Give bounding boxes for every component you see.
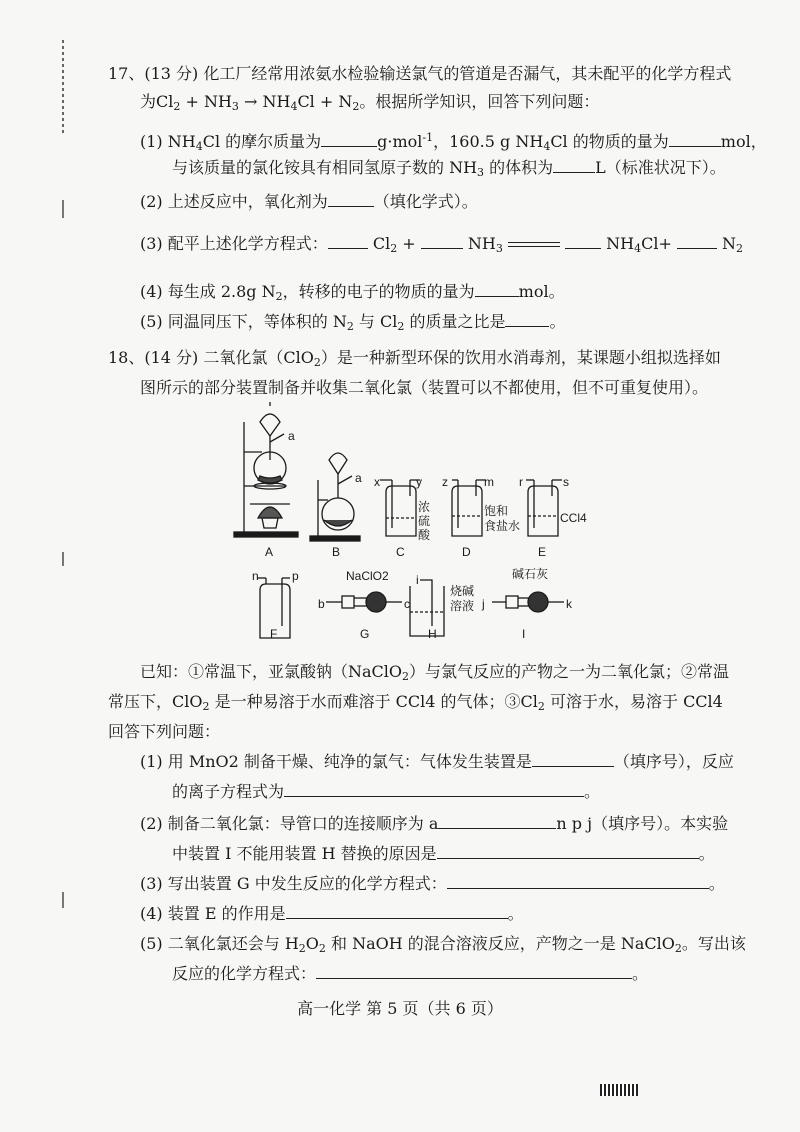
binding-edge-mark (62, 892, 64, 908)
answer-blank[interactable] (447, 874, 709, 889)
answer-blank[interactable] (316, 964, 632, 979)
apparatus-label: A (265, 545, 274, 559)
q18-part2-cont: 中装置 I 不能用装置 H 替换的原因是 。 (172, 844, 715, 863)
barcode-icon (600, 1084, 638, 1096)
answer-blank[interactable] (438, 814, 556, 829)
apparatus-figure (230, 400, 590, 650)
answer-blank[interactable] (286, 904, 508, 919)
port-label: a (355, 471, 362, 485)
apparatus-a (234, 402, 298, 537)
answer-blank[interactable] (421, 234, 463, 249)
answer-blank[interactable] (328, 192, 374, 207)
binding-edge-mark (62, 552, 64, 566)
q18-part1-cont: 的离子方程式为 。 (172, 782, 601, 801)
apparatus-label: G (360, 627, 370, 641)
reagent-label: 烧碱 溶液 (450, 584, 475, 613)
apparatus-i (492, 592, 564, 612)
q18-heading-cont: 图所示的部分装置制备并收集二氧化氯（装置可以不都使用，但不可重复使用）。 (140, 378, 709, 397)
port-label: n (252, 569, 259, 583)
reagent-label: CCl4 (560, 511, 587, 525)
port-label: m (484, 475, 494, 489)
binding-edge-top (62, 40, 64, 136)
apparatus-label: F (270, 627, 278, 641)
q18-heading: 18、(14 分) 二氧化氯（ClO$_2$）是一种新型环保的饮用水消毒剂，某课题小组拟选择如 (108, 348, 721, 369)
port-label: i (416, 573, 419, 587)
answer-blank[interactable] (475, 282, 519, 297)
answer-blank[interactable] (437, 844, 699, 859)
answer-blank[interactable] (505, 312, 549, 327)
port-label: x (374, 475, 380, 489)
q18-part5: (5) 二氧化氯还会与 $H_2O_2$ 和 NaOH 的混合溶液反应，产物之一是 NaClO$_2$。写出该 (140, 934, 746, 955)
apparatus-e (526, 480, 562, 536)
q18-part4: (4) 装置 E 的作用是 。 (140, 904, 524, 923)
apparatus-g (326, 592, 402, 612)
q17-part2: (2) 上述反应中，氧化剂为 （填化学式）。 (140, 192, 478, 211)
reagent-label: 饱和 食盐水 (484, 504, 521, 533)
apparatus-c (380, 480, 420, 536)
q18-part3: (3) 写出装置 G 中发生反应的化学方程式： 。 (140, 874, 725, 893)
answer-blank[interactable] (553, 158, 595, 173)
port-label: k (566, 597, 572, 611)
q17-part1-cont: 与该质量的氯化铵具有相同氢原子数的 $NH_3$ 的体积为 L（标准状况下）。 (172, 158, 726, 179)
port-label: z (442, 475, 448, 489)
apparatus-b (310, 453, 360, 541)
page-footer: 高一化学 第 5 页（共 6 页） (297, 999, 503, 1018)
apparatus-label: H (428, 627, 437, 641)
reagent-label: 碱石灰 (512, 567, 549, 581)
q18-known-line1: 已知：①常温下，亚氯酸钠（NaClO$_2$）与氯气反应的产物之一为二氧化氯；②常温 (140, 662, 730, 683)
answer-blank[interactable] (532, 752, 614, 767)
port-label: a (288, 429, 295, 443)
q17-heading: 17、(13 分) 化工厂经常用浓氨水检验输送氯气的管道是否漏气，其未配平的化学方程式 (108, 64, 732, 83)
reagent-label: 浓 硫 酸 (418, 500, 431, 542)
port-label: p (292, 569, 299, 583)
port-label: c (404, 597, 410, 611)
port-label: y (416, 475, 422, 489)
apparatus-label: D (462, 545, 471, 559)
binding-edge-mark (62, 200, 64, 218)
answer-blank[interactable] (677, 234, 717, 249)
apparatus-label: I (522, 627, 526, 641)
q18-part2: (2) 制备二氧化氯：导管口的连接顺序为 a n p j（填序号）。本实验 (140, 814, 729, 833)
answer-blank[interactable] (328, 234, 368, 249)
answer-blank[interactable] (669, 132, 721, 147)
q17-part3: (3) 配平上述化学方程式： $Cl_2 + NH_3$ $NH_4Cl+ N_2$ (140, 234, 744, 255)
apparatus-label: B (332, 545, 341, 559)
q18-part5-cont: 反应的化学方程式： 。 (172, 964, 649, 983)
q17-part4: (4) 每生成 2.8g $N_2$，转移的电子的物质的量为 mol。 (140, 282, 565, 303)
reagent-label: NaClO2 (346, 569, 389, 583)
port-label: s (563, 475, 569, 489)
answer-blank[interactable] (565, 234, 601, 249)
port-label: b (318, 597, 325, 611)
q17-part1: (1) $NH_4Cl$ 的摩尔质量为 g·mol$^{-1}$，160.5 g $NH_4Cl$ 的物质的量为 mol， (140, 131, 767, 153)
q17-equation: 为$Cl_2 + NH_3 \to NH_4Cl + N_2$。根据所学知识，回答下列问题： (140, 92, 600, 113)
apparatus-d (452, 480, 486, 536)
answer-blank[interactable] (321, 132, 377, 147)
q18-part1: (1) 用 MnO2 制备干燥、纯净的氯气：气体发生装置是 （填序号），反应 (140, 752, 734, 771)
q18-answer-prompt: 回答下列问题： (108, 722, 221, 741)
q17-part5: (5) 同温同压下，等体积的 $N_2$ 与 $Cl_2$ 的质量之比是 。 (140, 312, 566, 333)
q18-known-line2: 常压下，ClO$_2$ 是一种易溶于水而难溶于 CCl4 的气体；$③Cl_2$ 可溶于水，易溶于 CCl4 (108, 692, 723, 713)
port-label: j (482, 597, 485, 611)
apparatus-label: C (396, 545, 405, 559)
answer-blank[interactable] (284, 782, 584, 797)
port-label: r (519, 475, 523, 489)
apparatus-label: E (538, 545, 547, 559)
